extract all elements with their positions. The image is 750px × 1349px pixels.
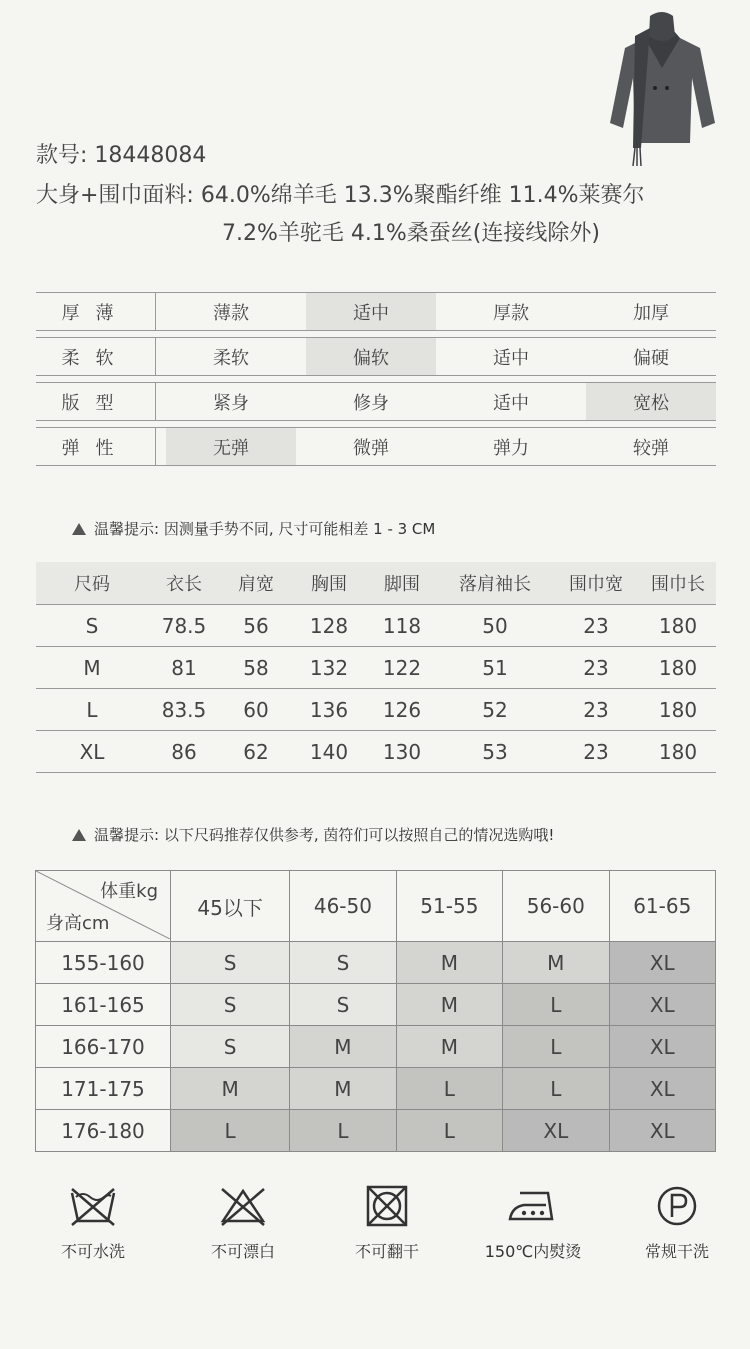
- size-cell: XL: [609, 1068, 715, 1110]
- col-header: 尺码: [36, 562, 148, 605]
- height-cell: 161-165: [36, 984, 171, 1026]
- size-recommend-table: [35, 870, 716, 1152]
- measurement-note-text: 温馨提示: 因测量手势不同, 尺寸可能相差 1 - 3 CM: [94, 520, 436, 538]
- size-cell: M: [396, 942, 502, 984]
- size-cell: L: [290, 1110, 396, 1152]
- size-cell: S: [171, 984, 290, 1026]
- attribute-option-selected: 适中: [306, 293, 436, 330]
- attribute-option: 弹力: [493, 437, 529, 459]
- table-row: [36, 731, 716, 773]
- attribute-option: 偏硬: [633, 347, 669, 369]
- weight-header: 51-55: [396, 871, 502, 942]
- care-item: [622, 1185, 732, 1262]
- weight-header: 45以下: [171, 871, 290, 942]
- care-label: 不可漂白: [210, 1242, 275, 1261]
- size-cell: M: [290, 1026, 396, 1068]
- weight-header: 56-60: [503, 871, 609, 942]
- col-header: 围巾宽: [552, 562, 640, 605]
- size-cell: L: [503, 1026, 609, 1068]
- cell: 140: [292, 731, 366, 773]
- cell: 180: [640, 689, 716, 731]
- size-cell: L: [503, 1068, 609, 1110]
- care-label: 不可翻干: [354, 1242, 419, 1261]
- measurement-note: [72, 518, 435, 539]
- dry-clean-icon: [652, 1185, 702, 1227]
- attribute-option: 适中: [493, 347, 529, 369]
- cell: 118: [366, 605, 438, 647]
- attribute-option: 厚款: [493, 302, 529, 324]
- attribute-option: 较弹: [633, 437, 669, 459]
- table-row: [36, 1026, 716, 1068]
- cell: 58: [220, 647, 292, 689]
- cell: XL: [36, 731, 148, 773]
- weight-header: 46-50: [290, 871, 396, 942]
- attribute-option: 紧身: [213, 392, 249, 414]
- size-cell: XL: [609, 1026, 715, 1068]
- cell: 83.5: [148, 689, 220, 731]
- size-table-header: [36, 562, 716, 605]
- weight-header: 61-65: [609, 871, 715, 942]
- size-table: [36, 562, 716, 773]
- table-row: [36, 984, 716, 1026]
- iron-icon: [506, 1185, 560, 1227]
- cell: 51: [438, 647, 552, 689]
- weight-axis-label: 体重kg: [100, 881, 158, 902]
- col-header: 肩宽: [220, 562, 292, 605]
- col-header: 衣长: [148, 562, 220, 605]
- cell: 23: [552, 647, 640, 689]
- size-cell: S: [290, 942, 396, 984]
- cell: 60: [220, 689, 292, 731]
- cell: 180: [640, 605, 716, 647]
- warning-icon: [72, 523, 86, 535]
- attribute-row: [36, 427, 716, 466]
- col-header: 围巾长: [640, 562, 716, 605]
- cell: 122: [366, 647, 438, 689]
- attribute-option: 适中: [493, 392, 529, 414]
- height-axis-label: 身高cm: [46, 913, 110, 934]
- corner-cell: [36, 871, 171, 942]
- attribute-row: [36, 382, 716, 421]
- care-label: 不可水洗: [60, 1242, 125, 1261]
- attribute-label: 柔软: [36, 338, 156, 375]
- size-cell: M: [503, 942, 609, 984]
- cell: 81: [148, 647, 220, 689]
- recommend-note: [72, 824, 554, 845]
- care-item: [188, 1185, 298, 1262]
- height-cell: 166-170: [36, 1026, 171, 1068]
- attribute-option-selected: 偏软: [306, 338, 436, 375]
- cell: 180: [640, 731, 716, 773]
- table-row: [36, 689, 716, 731]
- care-label: 150℃内熨烫: [484, 1242, 582, 1261]
- size-cell: M: [396, 1026, 502, 1068]
- cell: 136: [292, 689, 366, 731]
- height-cell: 171-175: [36, 1068, 171, 1110]
- no-bleach-icon: [218, 1185, 268, 1227]
- size-cell: XL: [503, 1110, 609, 1152]
- col-header: 胸围: [292, 562, 366, 605]
- cell: 52: [438, 689, 552, 731]
- recommend-header: [36, 871, 716, 942]
- cell: 180: [640, 647, 716, 689]
- attribute-option: 微弹: [353, 437, 389, 459]
- size-cell: S: [171, 942, 290, 984]
- style-number: 款号: 18448084: [36, 143, 207, 168]
- fabric-composition-cont: 7.2%羊驼毛 4.1%桑蚕丝(连接线除外): [222, 221, 600, 246]
- attribute-option: 薄款: [213, 302, 249, 324]
- table-row: [36, 1110, 716, 1152]
- recommend-note-text: 温馨提示: 以下尺码推荐仅供参考, 茵符们可以按照自己的情况选购哦!: [94, 826, 555, 844]
- table-row: [36, 605, 716, 647]
- cell: 50: [438, 605, 552, 647]
- cell: 23: [552, 605, 640, 647]
- attribute-row: [36, 292, 716, 331]
- cell: S: [36, 605, 148, 647]
- warning-icon: [72, 829, 86, 841]
- coat-product-image: [605, 8, 720, 168]
- cell: 53: [438, 731, 552, 773]
- size-cell: M: [396, 984, 502, 1026]
- size-cell: XL: [609, 984, 715, 1026]
- table-row: [36, 1068, 716, 1110]
- height-cell: 155-160: [36, 942, 171, 984]
- no-wash-icon: [68, 1185, 118, 1227]
- size-cell: S: [290, 984, 396, 1026]
- cell: 56: [220, 605, 292, 647]
- size-cell: L: [171, 1110, 290, 1152]
- attribute-row: [36, 337, 716, 376]
- table-row: [36, 647, 716, 689]
- care-item: [332, 1185, 442, 1262]
- attribute-label: 弹性: [36, 428, 156, 465]
- cell: 62: [220, 731, 292, 773]
- col-header: 落肩袖长: [438, 562, 552, 605]
- size-cell: M: [290, 1068, 396, 1110]
- attribute-label: 厚薄: [36, 293, 156, 330]
- attribute-label: 版型: [36, 383, 156, 420]
- cell: 78.5: [148, 605, 220, 647]
- care-label: 常规干洗: [644, 1242, 709, 1261]
- cell: M: [36, 647, 148, 689]
- no-tumble-dry-icon: [362, 1185, 412, 1227]
- height-cell: 176-180: [36, 1110, 171, 1152]
- size-cell: L: [503, 984, 609, 1026]
- attribute-option: 修身: [353, 392, 389, 414]
- size-cell: XL: [609, 942, 715, 984]
- attribute-option: 加厚: [633, 302, 669, 324]
- attribute-option-selected: 无弹: [166, 428, 296, 465]
- care-item: [478, 1185, 588, 1262]
- attribute-option: 柔软: [213, 347, 249, 369]
- cell: 23: [552, 689, 640, 731]
- size-cell: S: [171, 1026, 290, 1068]
- table-row: [36, 942, 716, 984]
- cell: 126: [366, 689, 438, 731]
- cell: 132: [292, 647, 366, 689]
- care-item: [38, 1185, 148, 1262]
- col-header: 脚围: [366, 562, 438, 605]
- attribute-option-selected: 宽松: [586, 383, 716, 420]
- cell: L: [36, 689, 148, 731]
- attribute-table: [36, 292, 716, 472]
- size-cell: L: [396, 1068, 502, 1110]
- size-cell: M: [171, 1068, 290, 1110]
- size-cell: L: [396, 1110, 502, 1152]
- cell: 86: [148, 731, 220, 773]
- cell: 23: [552, 731, 640, 773]
- cell: 130: [366, 731, 438, 773]
- fabric-composition: 大身+围巾面料: 64.0%绵羊毛 13.3%聚酯纤维 11.4%莱赛尔: [36, 183, 645, 208]
- size-cell: XL: [609, 1110, 715, 1152]
- cell: 128: [292, 605, 366, 647]
